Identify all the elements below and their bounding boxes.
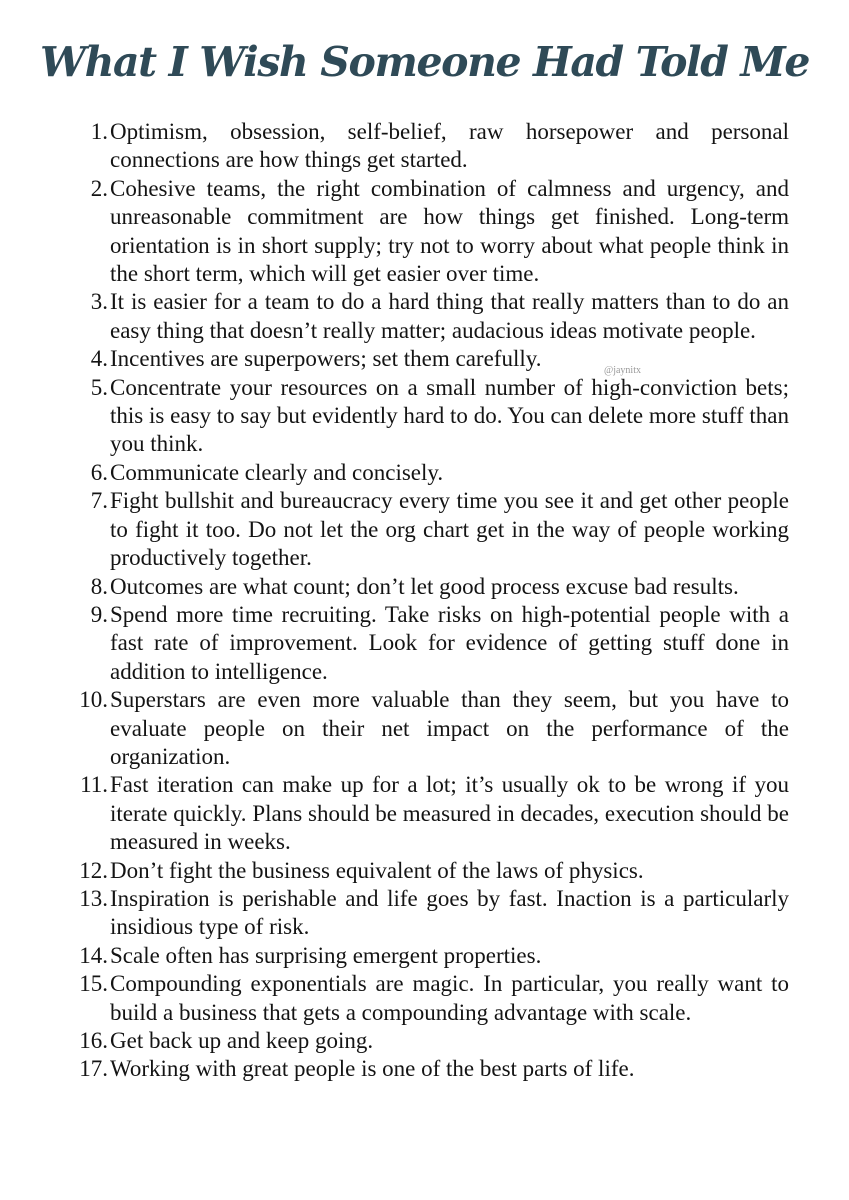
list-item-text: Don’t fight the business equivalent of the laws of physics. bbox=[110, 857, 644, 883]
list-item bbox=[0, 970, 849, 1027]
list-item-text: Working with great people is one of the best parts of life. bbox=[110, 1056, 635, 1082]
list-item-number: 16. bbox=[79, 1028, 108, 1053]
list-item-number: 2. bbox=[90, 175, 108, 201]
list-item-text: Get back up and keep going. bbox=[110, 1028, 374, 1053]
list-item-text: Cohesive teams, the right combination of calmness and urgency, and unreasonable commitment are how things get finished. Long-term orientation is in short supply; try not to worry about what people think in the short term, which will get easier over time. bbox=[110, 175, 789, 287]
list-item bbox=[0, 573, 849, 601]
list-item-number: 6. bbox=[90, 459, 108, 485]
list-item-number: 5. bbox=[90, 374, 108, 400]
list-item-text: Outcomes are what count; don’t let good process excuse bad results. bbox=[110, 573, 739, 599]
list-item-text: Fight bullshit and bureaucracy every time you see it and get other people to fight it too. Do not let the org chart get in the way of people working productively together. bbox=[110, 488, 789, 571]
list-item bbox=[0, 601, 849, 686]
list-item-text: Optimism, obsession, self-belief, raw horsepower and personal connections are how things get started. bbox=[110, 119, 789, 173]
list-item bbox=[0, 374, 849, 459]
list-item-text: Spend more time recruiting. Take risks on high-potential people with a fast rate of improvement. Look for evidence of getting stuff done in addition to intelligence. bbox=[110, 601, 789, 684]
list-item-number: 3. bbox=[90, 289, 108, 315]
list-item-number: 1. bbox=[90, 119, 108, 144]
page-title: What I Wish Someone Had Told Me bbox=[39, 38, 810, 86]
list-item bbox=[0, 686, 849, 771]
list-item-text: It is easier for a team to do a hard thing that really matters than to do an easy thing that doesn’t really matter; audacious ideas motivate people. bbox=[110, 289, 789, 343]
list-item-text: Incentives are superpowers; set them carefully. bbox=[110, 346, 542, 372]
list-item bbox=[0, 1027, 849, 1055]
advice-list bbox=[0, 118, 849, 1084]
list-item bbox=[0, 118, 849, 175]
list-item-number: 9. bbox=[90, 601, 108, 627]
list-item-text: Inspiration is perishable and life goes by fast. Inaction is a particularly insidious type of risk. bbox=[110, 885, 789, 940]
list-item-number: 14. bbox=[79, 942, 108, 968]
watermark: @jaynitx bbox=[604, 365, 641, 376]
list-item-text: Superstars are even more valuable than they seem, but you have to evaluate people on their net impact on the performance of the organization. bbox=[110, 687, 789, 769]
list-item bbox=[0, 1055, 849, 1083]
list-item-number: 7. bbox=[90, 488, 108, 514]
list-item-text: Concentrate your resources on a small number of high-conviction bets; this is easy to say but evidently hard to do. You can delete more stuff than you think. bbox=[110, 374, 789, 457]
list-item bbox=[0, 857, 849, 885]
list-item bbox=[0, 771, 849, 856]
list-item-number: 12. bbox=[79, 857, 108, 883]
list-item-text: Scale often has surprising emergent properties. bbox=[110, 942, 542, 968]
list-item-number: 4. bbox=[90, 346, 108, 372]
list-item bbox=[0, 175, 849, 289]
list-item bbox=[0, 345, 849, 373]
list-item-number: 13. bbox=[79, 885, 108, 911]
list-item bbox=[0, 459, 849, 487]
list-item bbox=[0, 885, 849, 942]
list-item bbox=[0, 487, 849, 572]
list-item-number: 8. bbox=[90, 573, 108, 599]
list-item bbox=[0, 942, 849, 970]
list-item-number: 15. bbox=[79, 971, 108, 997]
list-item-text: Fast iteration can make up for a lot; it’s usually ok to be wrong if you iterate quickly. Plans should be measured in decades, execution should be measured in weeks. bbox=[110, 772, 789, 855]
list-item-number: 17. bbox=[79, 1056, 108, 1082]
list-item-text: Communicate clearly and concisely. bbox=[110, 459, 444, 485]
list-item bbox=[0, 288, 849, 345]
list-item-number: 11. bbox=[80, 772, 108, 798]
list-item-number: 10. bbox=[79, 687, 108, 713]
list-item-text: Compounding exponentials are magic. In particular, you really want to build a business that gets a compounding advantage with scale. bbox=[110, 971, 789, 1025]
